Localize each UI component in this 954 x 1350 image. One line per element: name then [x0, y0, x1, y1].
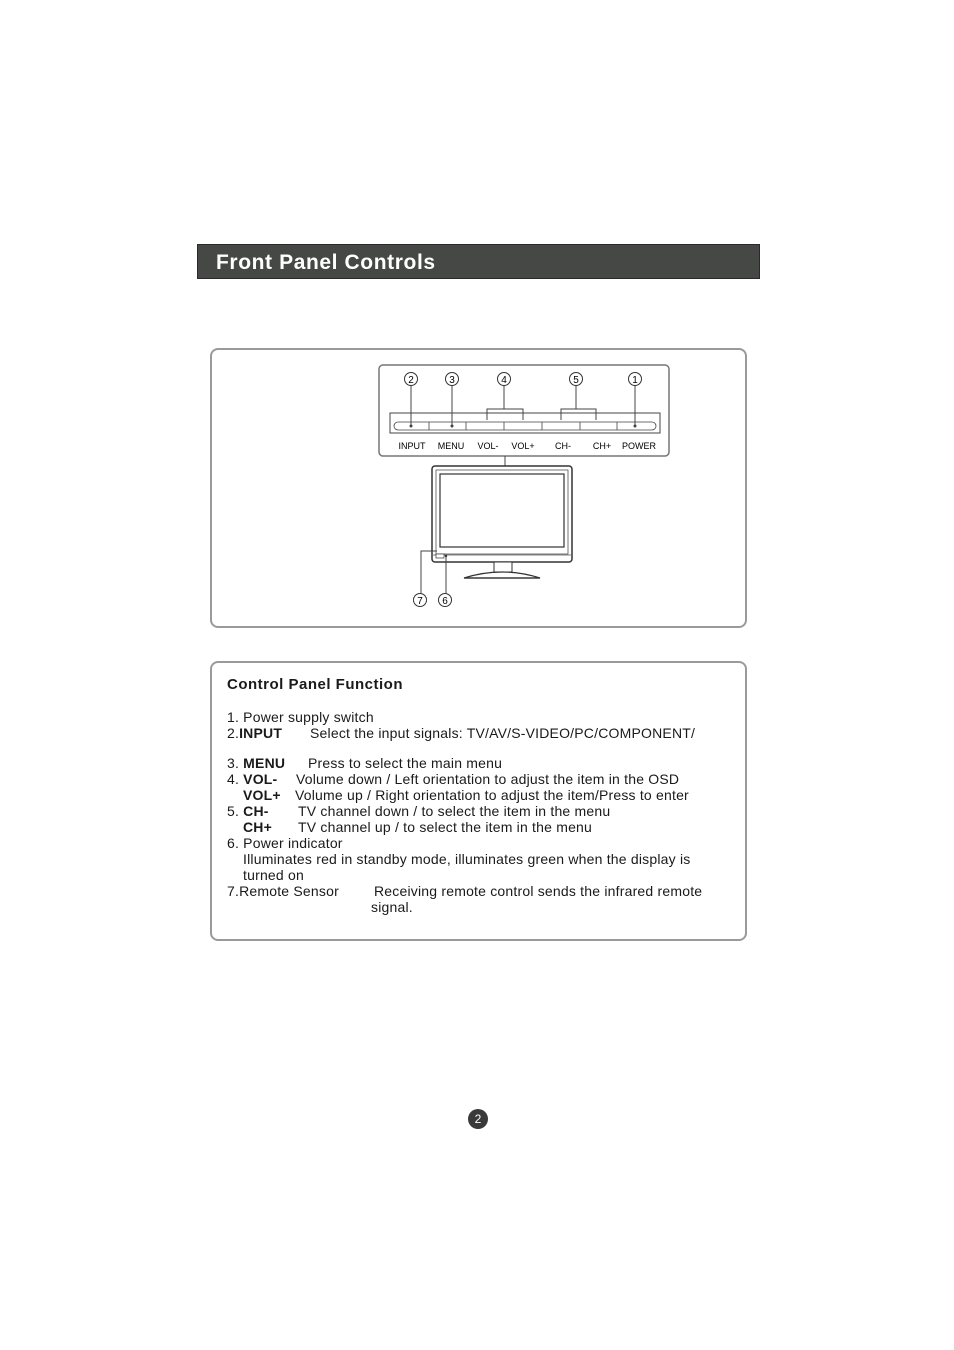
callout-2	[405, 373, 418, 387]
callout-1-label: 1	[632, 375, 638, 386]
callout-6-label: 6	[442, 596, 448, 607]
item-key: MENU	[243, 755, 286, 771]
function-item-7-desc-line2: signal.	[371, 899, 413, 915]
function-item-6-desc-line1: Illuminates red in standby mode, illuminates green when the display is	[243, 851, 691, 867]
function-item-4-desc: Volume down / Left orientation to adjust the item in the OSD	[296, 771, 680, 787]
label-power: POWER	[621, 441, 657, 451]
item-number: 4.	[227, 771, 240, 787]
function-item-7-desc: Receiving remote control sends the infrared remote	[374, 883, 703, 899]
callout-5	[570, 373, 583, 387]
item-description: Power supply switch	[243, 709, 374, 725]
control-panel-function-box	[210, 661, 747, 941]
item-key: VOL+	[243, 787, 281, 803]
function-item-7	[227, 883, 339, 899]
function-heading: Control Panel Function	[227, 676, 403, 693]
callout-6	[439, 594, 452, 608]
section-title-bar	[197, 244, 760, 279]
callout-5-label: 5	[573, 375, 579, 386]
front-panel-diagram	[212, 350, 745, 626]
function-item-5b	[243, 819, 272, 835]
function-item-4b-desc: Volume up / Right orientation to adjust the item/Press to enter	[295, 787, 689, 803]
page-title: Front Panel Controls	[216, 251, 436, 274]
function-item-1	[227, 709, 374, 725]
function-item-3	[227, 755, 285, 771]
power-indicator-led	[445, 555, 447, 557]
item-number: 3.	[227, 755, 240, 771]
callout-7-label: 7	[417, 596, 423, 607]
label-ch-minus: CH-	[555, 441, 571, 451]
label-ch-plus: CH+	[592, 441, 612, 451]
front-panel-diagram-box	[210, 348, 747, 628]
function-item-6-desc-line2: turned on	[243, 867, 304, 883]
item-number: 1.	[227, 709, 240, 725]
item-key: INPUT	[239, 725, 283, 741]
function-item-5	[227, 803, 269, 819]
label-vol-minus: VOL-	[477, 441, 499, 451]
item-key: CH+	[243, 819, 272, 835]
callout-4	[498, 373, 511, 387]
item-key: CH-	[243, 803, 269, 819]
item-number: 5.	[227, 803, 240, 819]
callout-7	[414, 594, 427, 608]
function-item-5b-desc: TV channel up / to select the item in the menu	[298, 819, 593, 835]
callout-1	[629, 373, 642, 387]
callout-3	[446, 373, 459, 387]
function-item-2-desc: Select the input signals: TV/AV/S-VIDEO/PC/COMPONENT/	[310, 725, 696, 741]
callout-2-label: 2	[408, 375, 414, 386]
item-key: Remote Sensor	[239, 883, 339, 899]
function-item-4b	[243, 787, 281, 803]
item-key: VOL-	[243, 771, 278, 787]
callout-4-label: 4	[501, 375, 507, 386]
function-item-6	[227, 835, 343, 851]
tv-illustration	[432, 466, 572, 578]
callout-3-label: 3	[449, 375, 455, 386]
function-item-2	[227, 725, 282, 741]
label-input: INPUT	[398, 441, 426, 451]
item-number: 7.	[227, 883, 240, 899]
function-item-4	[227, 771, 277, 787]
page-number-badge: 2	[468, 1109, 488, 1129]
function-item-5-desc: TV channel down / to select the item in the menu	[298, 803, 611, 819]
item-number: 2.	[227, 725, 240, 741]
label-menu: MENU	[437, 441, 465, 451]
item-number: 6.	[227, 835, 240, 851]
item-description: Power indicator	[243, 835, 343, 851]
function-item-3-desc: Press to select the main menu	[308, 755, 503, 771]
remote-sensor-window	[436, 554, 444, 558]
label-vol-plus: VOL+	[511, 441, 535, 451]
